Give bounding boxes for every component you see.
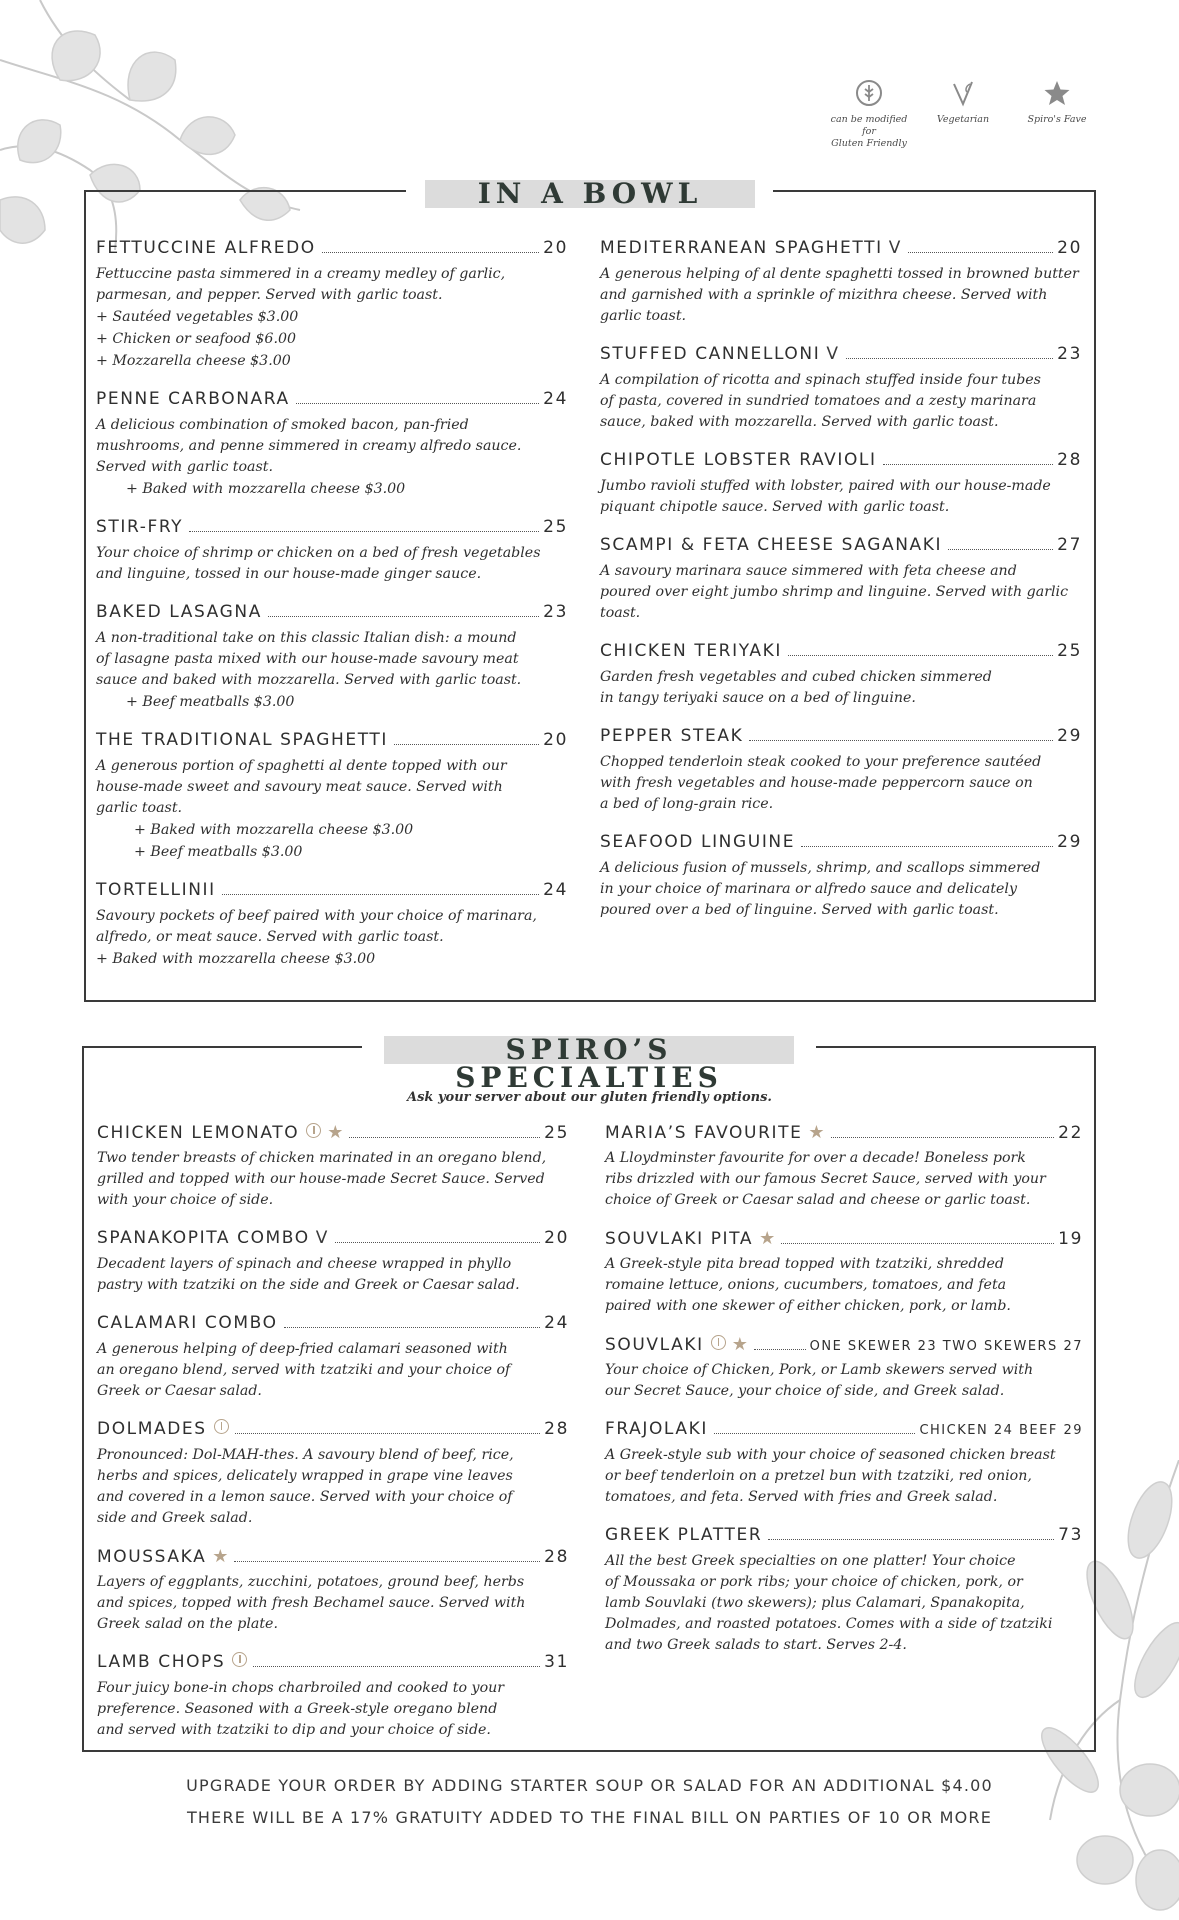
menu-item [600, 344, 1082, 433]
leader-dots [948, 549, 1053, 550]
leader-dots [749, 740, 1053, 741]
item-name: CHICKEN TERIYAKI [600, 641, 782, 661]
item-price: 73 [1058, 1525, 1083, 1545]
item-description: Jumbo ravioli stuffed with lobster, paired with our house-made [600, 478, 1051, 494]
menu-item [97, 1652, 569, 1741]
gluten-friendly-icon [854, 78, 884, 108]
legend-item-gluten-friendly [829, 78, 909, 150]
item-price: 20 [544, 1228, 569, 1248]
item-description: garlic toast. [600, 308, 687, 324]
item-description: Two tender breasts of chicken marinated in an oregano blend, [97, 1150, 547, 1166]
star-icon: ★ [327, 1122, 344, 1143]
item-description: Your choice of shrimp or chicken on a bed of fresh vegetables [96, 545, 541, 561]
item-name: MOUSSAKA [97, 1547, 207, 1567]
item-description: in your choice of marinara or alfredo sauce and delicately [600, 881, 1017, 897]
section-title-in-a-bowl: IN A BOWL [425, 180, 755, 208]
gluten-friendly-icon [214, 1419, 229, 1434]
menu-item [605, 1525, 1083, 1656]
item-price: 28 [544, 1547, 569, 1567]
item-description: Your choice of Chicken, Pork, or Lamb skewers served with [605, 1362, 1034, 1378]
leader-dots [189, 531, 539, 532]
item-description: and garnished with a sprinkle of mizithra cheese. Served with [600, 287, 1048, 303]
leader-dots [781, 1243, 1054, 1244]
item-description: and served with tzatziki to dip and your choice of side. [97, 1722, 491, 1738]
gluten-friendly-icon [306, 1123, 321, 1138]
gluten-friendly-icon [232, 1652, 247, 1667]
menu-item [605, 1334, 1083, 1402]
item-description: of pasta, covered in sundried tomatoes and a zesty marinara [600, 393, 1037, 409]
footer-upgrade-note: UPGRADE YOUR ORDER BY ADDING STARTER SOUP OR SALAD FOR AN ADDITIONAL $4.00 [186, 1776, 993, 1795]
item-price: 19 [1058, 1229, 1083, 1249]
item-name: FRAJOLAKI [605, 1419, 708, 1439]
item-description: A non-traditional take on this classic Italian dish: a mound [96, 630, 517, 646]
leader-dots [846, 358, 1054, 359]
item-description: a bed of long-grain rice. [600, 796, 774, 812]
item-description: A generous portion of spaghetti al dente topped with our [96, 758, 507, 774]
item-description: Fettuccine pasta simmered in a creamy medley of garlic, [96, 266, 506, 282]
item-description: Savoury pockets of beef paired with your choice of marinara, [96, 908, 537, 924]
item-description: A compilation of ricotta and spinach stuffed inside four tubes [600, 372, 1041, 388]
item-price: 20 [1057, 238, 1082, 258]
leader-dots [714, 1433, 915, 1434]
leader-dots [234, 1561, 540, 1562]
item-price: 20 [543, 730, 568, 750]
item-description: romaine lettuce, onions, cucumbers, tomatoes, and feta [605, 1277, 1007, 1293]
item-name: SPANAKOPITA COMBO [97, 1228, 310, 1248]
specialties-left-column [97, 1122, 569, 1758]
menu-item [605, 1228, 1083, 1317]
specialties-right-column [605, 1122, 1083, 1673]
item-description: A generous helping of al dente spaghetti tossed in browned butter [600, 266, 1079, 282]
item-description: Four juicy bone-in chops charbroiled and cooked to your [97, 1680, 505, 1696]
item-description: poured over eight jumbo shrimp and linguine. Served with garlic [600, 584, 1069, 600]
menu-item [96, 238, 568, 372]
item-price: ONE SKEWER 23 TWO SKEWERS 27 [809, 1339, 1083, 1354]
item-description: our Secret Sauce, your choice of side, and Greek salad. [605, 1383, 1005, 1399]
vegetarian-icon [948, 78, 978, 108]
menu-item [605, 1419, 1083, 1508]
item-description: and linguine, tossed in our house-made ginger sauce. [96, 566, 482, 582]
item-name: CHICKEN LEMONATO [97, 1123, 300, 1143]
item-price: 29 [1057, 726, 1082, 746]
item-name: TORTELLINII [96, 880, 216, 900]
item-name: THE TRADITIONAL SPAGHETTI [96, 730, 389, 750]
item-price: 24 [543, 880, 568, 900]
leader-dots [801, 846, 1053, 847]
item-description: of lasagne pasta mixed with our house-made savoury meat [96, 651, 519, 667]
item-description: A delicious fusion of mussels, shrimp, and scallops simmered [600, 860, 1041, 876]
item-description: with your choice of side. [97, 1192, 274, 1208]
leader-dots [296, 403, 539, 404]
item-price: 31 [544, 1652, 569, 1672]
menu-item [97, 1313, 569, 1402]
item-description: A Lloydminster favourite for over a decade! Boneless pork [605, 1150, 1026, 1166]
item-addon: + Baked with mozzarella cheese $3.00 [96, 951, 376, 967]
leader-dots [754, 1349, 806, 1350]
item-addon: + Beef meatballs $3.00 [134, 844, 303, 860]
item-description: A generous helping of deep-fried calamari seasoned with [97, 1341, 508, 1357]
item-description: A savoury marinara sauce simmered with feta cheese and [600, 563, 1017, 579]
item-description: All the best Greek specialties on one platter! Your choice [605, 1553, 1016, 1569]
item-description: parmesan, and pepper. Served with garlic toast. [96, 287, 443, 303]
item-description: paired with one skewer of either chicken, pork, or lamb. [605, 1298, 1011, 1314]
item-name: CALAMARI COMBO [97, 1313, 278, 1333]
item-name: MEDITERRANEAN SPAGHETTI [600, 238, 883, 258]
item-price: 25 [1057, 641, 1082, 661]
leader-dots [908, 252, 1053, 253]
item-description: tomatoes, and feta. Served with fries and Greek salad. [605, 1489, 998, 1505]
item-name: PEPPER STEAK [600, 726, 744, 746]
menu-item [600, 450, 1082, 518]
item-description: A delicious combination of smoked bacon, pan-fried [96, 417, 469, 433]
item-description: Garden fresh vegetables and cubed chicken simmered [600, 669, 992, 685]
item-description: Chopped tenderloin steak cooked to your preference sautéed [600, 754, 1042, 770]
item-addon: + Beef meatballs $3.00 [126, 694, 295, 710]
item-name: SOUVLAKI PITA [605, 1229, 754, 1249]
item-name: LAMB CHOPS [97, 1652, 226, 1672]
menu-item [600, 641, 1082, 709]
leader-dots [883, 464, 1054, 465]
leader-dots [788, 655, 1053, 656]
item-name: MARIA’S FAVOURITE [605, 1123, 803, 1143]
item-name: CHIPOTLE LOBSTER RAVIOLI [600, 450, 877, 470]
item-description: and covered in a lemon sauce. Served with your choice of [97, 1489, 513, 1505]
item-addon: + Chicken or seafood $6.00 [96, 331, 297, 347]
leader-dots [268, 616, 539, 617]
item-description: ribs drizzled with our famous Secret Sauce, served with your [605, 1171, 1046, 1187]
item-price: 29 [1057, 832, 1082, 852]
menu-item [96, 880, 568, 970]
item-description: or beef tenderloin on a pretzel bun with tzatziki, red onion, [605, 1468, 1032, 1484]
vegetarian-icon: V [826, 344, 840, 364]
legend-item-spiros-fave [1017, 78, 1097, 150]
item-name: SCAMPI & FETA CHEESE SAGANAKI [600, 535, 943, 555]
menu-item [96, 517, 568, 585]
bowl-right-column [600, 238, 1082, 938]
item-description: poured over a bed of linguine. Served with garlic toast. [600, 902, 999, 918]
item-description: alfredo, or meat sauce. Served with garlic toast. [96, 929, 444, 945]
item-name: BAKED LASAGNA [96, 602, 262, 622]
item-description: in tangy teriyaki sauce on a bed of linguine. [600, 690, 916, 706]
section-title-specialties: SPIRO’S SPECIALTIES [384, 1036, 794, 1064]
leader-dots [394, 744, 539, 745]
item-description: and spices, topped with fresh Bechamel sauce. Served with [97, 1595, 526, 1611]
leader-dots [349, 1137, 540, 1138]
item-price: 25 [544, 1123, 569, 1143]
gluten-friendly-note: Ask your server about our gluten friendly options. [407, 1090, 772, 1105]
item-description: mushrooms, and penne simmered in creamy alfredo sauce. [96, 438, 522, 454]
item-description: A Greek-style pita bread topped with tzatziki, shredded [605, 1256, 1005, 1272]
menu-item [96, 602, 568, 713]
legend-label: can be modified for [830, 114, 908, 137]
item-price: 28 [544, 1419, 569, 1439]
star-icon: ★ [731, 1334, 748, 1355]
vegetarian-icon: V [888, 238, 902, 258]
leader-dots [335, 1242, 540, 1243]
item-description: A Greek-style sub with your choice of seasoned chicken breast [605, 1447, 1056, 1463]
menu-item [97, 1546, 569, 1635]
item-price: 24 [543, 389, 568, 409]
menu-item [97, 1228, 569, 1296]
item-description: Served with garlic toast. [96, 459, 273, 475]
item-price: 28 [1057, 450, 1082, 470]
star-icon: ★ [808, 1122, 825, 1143]
menu-item [600, 832, 1082, 921]
leader-dots [253, 1666, 540, 1667]
item-name: STIR-FRY [96, 517, 184, 537]
item-price: 23 [543, 602, 568, 622]
item-description: preference. Seasoned with a Greek-style oregano blend [97, 1701, 498, 1717]
section-rule [816, 1046, 1096, 1048]
star-icon [1042, 78, 1072, 108]
item-description: lamb Souvlaki (two skewers); plus Calamari, Spanakopita, [605, 1595, 1025, 1611]
item-description: Pronounced: Dol-MAH-thes. A savoury blend of beef, rice, [97, 1447, 514, 1463]
item-description: sauce, baked with mozzarella. Served with garlic toast. [600, 414, 999, 430]
item-description: and two Greek salads to start. Serves 2-4. [605, 1637, 907, 1653]
item-description: piquant chipotle sauce. Served with garlic toast. [600, 499, 950, 515]
item-name: STUFFED CANNELLONI [600, 344, 821, 364]
footer-gratuity-note: THERE WILL BE A 17% GRATUITY ADDED TO THE FINAL BILL ON PARTIES OF 10 OR MORE [186, 1808, 993, 1827]
item-description: grilled and topped with our house-made Secret Sauce. Served [97, 1171, 545, 1187]
item-description: choice of Greek or Caesar salad and cheese or garlic toast. [605, 1192, 1031, 1208]
menu-item [600, 535, 1082, 624]
dietary-legend [829, 78, 1097, 150]
star-icon: ★ [212, 1546, 229, 1567]
item-price: 24 [544, 1313, 569, 1333]
bowl-left-column [96, 238, 568, 987]
menu-item [96, 389, 568, 500]
leader-dots [222, 894, 539, 895]
legend-label: Vegetarian [936, 114, 990, 125]
item-price: 23 [1057, 344, 1082, 364]
item-price: 22 [1058, 1123, 1083, 1143]
item-description: Decadent layers of spinach and cheese wrapped in phyllo [97, 1256, 512, 1272]
item-name: FETTUCCINE ALFREDO [96, 238, 316, 258]
leader-dots [322, 252, 539, 253]
item-description: Greek or Caesar salad. [97, 1383, 262, 1399]
menu-item [600, 726, 1082, 815]
star-icon: ★ [759, 1228, 776, 1249]
item-addon: + Sautéed vegetables $3.00 [96, 309, 299, 325]
item-description: Dolmades, and roasted potatoes. Comes with a side of tzatziki [605, 1616, 1053, 1632]
leader-dots [284, 1327, 541, 1328]
item-name: SOUVLAKI [605, 1335, 704, 1355]
item-name: DOLMADES [97, 1419, 207, 1439]
item-description: house-made sweet and savoury meat sauce. Served with [96, 779, 503, 795]
item-description: an oregano blend, served with tzatziki and your choice of [97, 1362, 511, 1378]
item-description: herbs and spices, delicately wrapped in grape vine leaves [97, 1468, 513, 1484]
gluten-friendly-icon [711, 1335, 726, 1350]
item-description: side and Greek salad. [97, 1510, 253, 1526]
menu-item [97, 1419, 569, 1529]
item-name: GREEK PLATTER [605, 1525, 763, 1545]
legend-item-vegetarian [923, 78, 1003, 150]
item-price: 25 [543, 517, 568, 537]
leader-dots [235, 1433, 540, 1434]
menu-item [96, 730, 568, 863]
section-rule [84, 190, 406, 192]
menu-item [97, 1122, 569, 1211]
item-description: sauce and baked with mozzarella. Served with garlic toast. [96, 672, 522, 688]
item-price: 20 [543, 238, 568, 258]
item-description: of Moussaka or pork ribs; your choice of chicken, pork, or [605, 1574, 1023, 1590]
section-rule [82, 1046, 362, 1048]
leader-dots [831, 1137, 1055, 1138]
item-description: Layers of eggplants, zucchini, potatoes, ground beef, herbs [97, 1574, 525, 1590]
legend-label: Gluten Friendly [831, 138, 907, 149]
item-addon: + Baked with mozzarella cheese $3.00 [134, 822, 414, 838]
item-price: 27 [1057, 535, 1082, 555]
item-price: CHICKEN 24 BEEF 29 [919, 1423, 1083, 1438]
menu-item [605, 1122, 1083, 1211]
item-name: PENNE CARBONARA [96, 389, 290, 409]
item-addon: + Baked with mozzarella cheese $3.00 [126, 481, 406, 497]
vegetarian-icon: V [315, 1228, 329, 1248]
item-addon: + Mozzarella cheese $3.00 [96, 353, 291, 369]
legend-label: Spiro's Fave [1027, 114, 1087, 125]
section-rule [773, 190, 1096, 192]
item-description: toast. [600, 605, 641, 621]
item-description: Greek salad on the plate. [97, 1616, 278, 1632]
menu-item [600, 238, 1082, 327]
item-description: pastry with tzatziki on the side and Greek or Caesar salad. [97, 1277, 520, 1293]
item-description: with fresh vegetables and house-made peppercorn sauce on [600, 775, 1033, 791]
item-name: SEAFOOD LINGUINE [600, 832, 796, 852]
item-description: garlic toast. [96, 800, 183, 816]
leader-dots [768, 1539, 1054, 1540]
